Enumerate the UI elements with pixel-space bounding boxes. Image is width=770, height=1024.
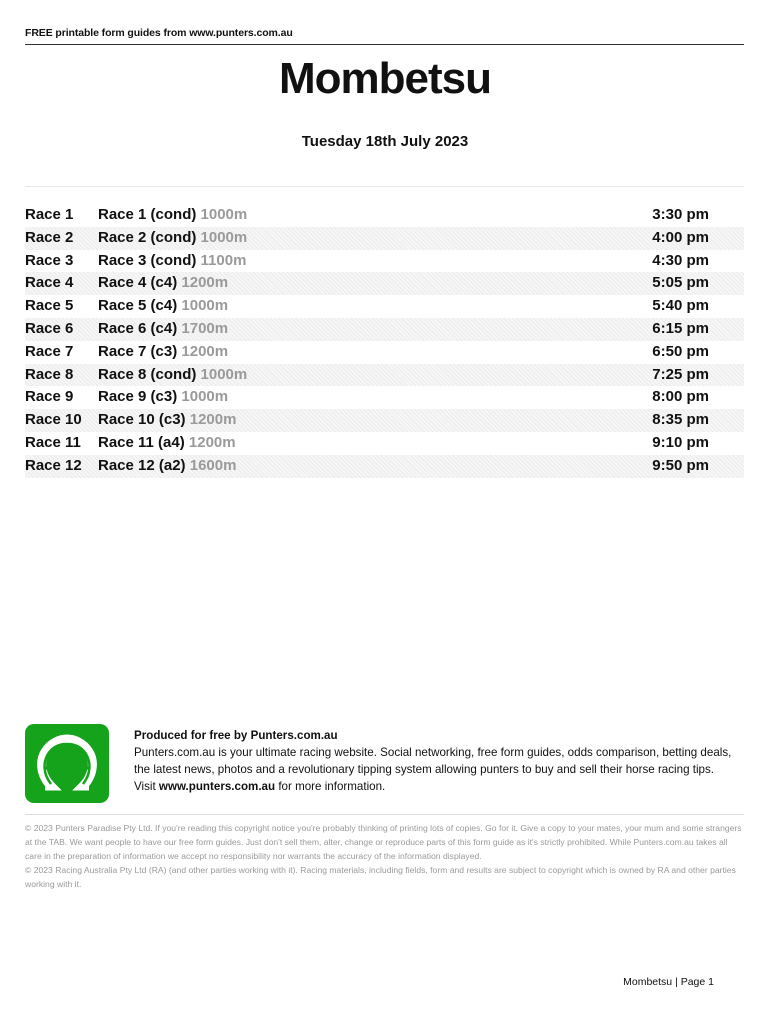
race-time: 9:10 pm — [652, 433, 709, 451]
header-tagline: FREE printable form guides from www.punters.com.au — [25, 27, 293, 39]
race-name — [98, 227, 247, 250]
race-number: Race 1 — [25, 206, 74, 223]
promo-block — [134, 727, 746, 795]
promo-heading: Produced for free by Punters.com.au — [134, 729, 338, 742]
race-time: 4:00 pm — [652, 228, 709, 246]
race-title: Race 4 (c4) — [98, 274, 178, 292]
punters-logo — [25, 724, 109, 803]
race-distance: 1200m — [189, 411, 237, 429]
race-distance: 1000m — [200, 365, 248, 383]
race-row — [25, 227, 744, 250]
race-time: 9:50 pm — [652, 456, 709, 474]
race-name — [98, 409, 236, 432]
race-name — [98, 250, 246, 273]
footer-separator: | — [675, 976, 678, 988]
race-title: Race 10 (c3) — [98, 411, 186, 429]
race-time: 5:05 pm — [652, 274, 709, 292]
visit-suffix: for more information. — [275, 780, 386, 793]
race-row — [25, 409, 744, 432]
race-time: 7:25 pm — [652, 365, 709, 383]
race-distance: 1000m — [181, 388, 229, 406]
meeting-date: Tuesday 18th July 2023 — [301, 133, 469, 150]
race-title: Race 12 (a2) — [98, 456, 186, 474]
race-row — [25, 432, 744, 455]
race-name — [98, 295, 228, 318]
race-name — [98, 455, 236, 478]
race-name — [98, 318, 228, 341]
race-distance: 1200m — [181, 274, 229, 292]
title-divider — [25, 186, 744, 187]
footer-venue: Mombetsu — [623, 976, 673, 988]
race-distance: 1200m — [188, 433, 236, 451]
page-footer — [623, 976, 714, 988]
race-number: Race 5 — [25, 297, 74, 315]
visit-prefix: Visit — [134, 780, 159, 793]
race-row — [25, 341, 744, 364]
race-number: Race 6 — [25, 319, 74, 337]
race-time: 8:35 pm — [652, 411, 709, 429]
page-title: Mombetsu — [279, 54, 491, 103]
race-number: Race 8 — [25, 365, 74, 383]
race-number: Race 11 — [25, 433, 81, 451]
race-time: 4:30 pm — [652, 251, 709, 269]
page-number: Page 1 — [680, 976, 714, 988]
race-row — [25, 295, 744, 318]
race-title: Race 3 (cond) — [98, 251, 197, 269]
race-number: Race 10 — [25, 411, 82, 429]
race-number: Race 2 — [25, 228, 74, 246]
race-title: Race 11 (a4) — [98, 433, 185, 451]
race-name — [98, 432, 236, 455]
race-row — [25, 364, 744, 387]
copyright-racing-australia: © 2023 Racing Australia Pty Ltd (RA) (and other parties working with it). Racing materials, including fields, form and results are subject to copyright which is owned by RA and other parties working with it. — [25, 865, 736, 889]
promo-visit — [134, 778, 746, 795]
race-title: Race 2 (cond) — [98, 228, 197, 246]
race-row — [25, 318, 744, 341]
race-distance: 1000m — [200, 228, 248, 246]
race-row — [25, 272, 744, 295]
race-title: Race 8 (cond) — [98, 365, 197, 383]
race-time: 8:00 pm — [652, 388, 709, 406]
race-title: Race 6 (c4) — [98, 319, 178, 337]
legal-divider — [25, 814, 744, 815]
race-distance: 1700m — [181, 319, 229, 337]
race-time: 6:50 pm — [652, 342, 709, 360]
race-name — [98, 364, 247, 387]
race-row — [25, 250, 744, 273]
race-distance: 1100m — [200, 251, 247, 269]
race-number: Race 9 — [25, 388, 74, 406]
race-title: Race 9 (c3) — [98, 388, 178, 406]
race-number: Race 4 — [25, 274, 74, 292]
race-number: Race 7 — [25, 342, 74, 360]
race-title: Race 7 (c3) — [98, 342, 178, 360]
race-name — [98, 386, 228, 409]
race-distance: 1000m — [200, 206, 248, 223]
race-time: 5:40 pm — [652, 297, 709, 315]
race-number: Race 3 — [25, 251, 74, 269]
race-name — [98, 204, 247, 227]
legal-notice — [25, 821, 745, 891]
race-time: 6:15 pm — [652, 319, 709, 337]
race-row — [25, 386, 744, 409]
race-name — [98, 341, 228, 364]
race-distance: 1200m — [181, 342, 229, 360]
copyright-punters: © 2023 Punters Paradise Pty Ltd. If you're reading this copyright notice you're probably thinking of printing lots of copies. Go for it. Give a copy to your mates, your mum and some strangers at the TAB. We want people to have our free form guides. Just don't sell them, alter, change or reproduce parts of this form guide as it's strictly prohibited. While Punters.com.au takes all care in the preparation of information we accept no responsibility nor warrants the accuracy of the information displayed. — [25, 823, 742, 861]
promo-body: Punters.com.au is your ultimate racing website. Social networking, free form guides, odds comparison, betting deals, the latest news, photos and a revolutionary tipping system allowing punters to buy and sell their horse racing tips. — [134, 746, 732, 776]
horseshoe-icon — [25, 724, 109, 803]
header-divider — [25, 44, 744, 45]
race-name — [98, 272, 228, 295]
race-list — [25, 204, 744, 478]
race-distance: 1000m — [181, 297, 229, 315]
race-time: 3:30 pm — [652, 206, 709, 223]
race-distance: 1600m — [189, 456, 237, 474]
race-number: Race 12 — [25, 456, 82, 474]
race-row — [25, 204, 744, 227]
race-row — [25, 455, 744, 478]
punters-link[interactable]: www.punters.com.au — [158, 780, 276, 793]
race-title: Race 1 (cond) — [98, 206, 197, 223]
race-title: Race 5 (c4) — [98, 297, 178, 315]
